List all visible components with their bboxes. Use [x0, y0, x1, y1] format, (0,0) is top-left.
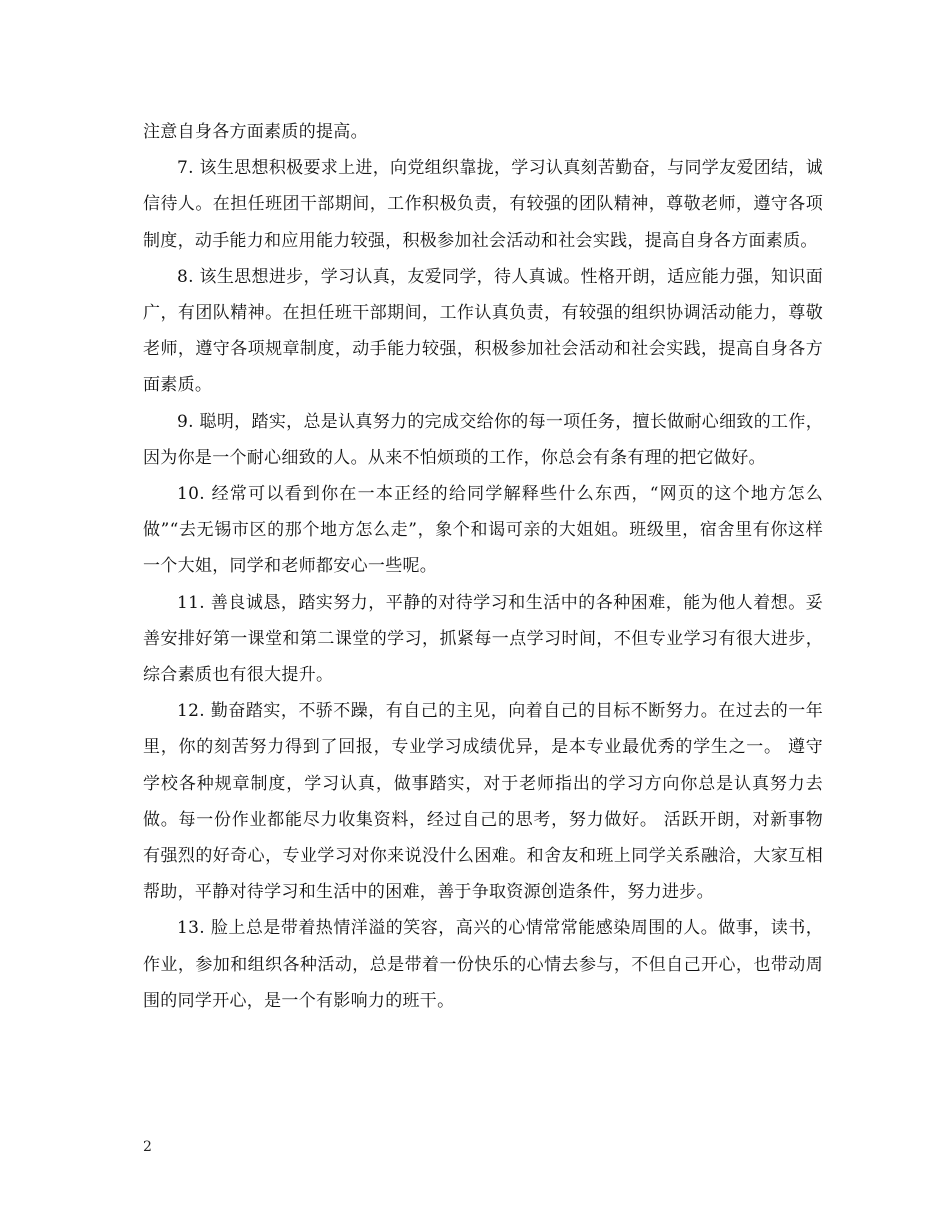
document-body	[143, 114, 823, 1019]
page-number: 2	[143, 1139, 152, 1155]
paragraph-item-8: 8. 该生思想进步，学习认真，友爱同学，待人真诚。性格开朗，适应能力强，知识面广，有团队精神。在担任班干部期间，工作认真负责，有较强的组织协调活动能力，尊敬老师，遵守各项规章制度，动手能力较强，积极参加社会活动和社会实践，提高自身各方面素质。	[143, 266, 823, 396]
paragraph-item-9: 9. 聪明，踏实，总是认真努力的完成交给你的每一项任务，擅长做耐心细致的工作，因为你是一个耐心细致的人。从来不怕烦琐的工作，你总会有条有理的把它做好。	[143, 411, 823, 468]
paragraph-item-12: 12. 勤奋踏实，不骄不躁，有自己的主见，向着自己的目标不断努力。在过去的一年里，你的刻苦努力得到了回报，专业学习成绩优异，是本专业最优秀的学生之一。 遵守学校各种规章制度，学习认真，做事踏实，对于老师指出的学习方向你总是认真努力去做。每一份作业都能尽力收集资料，经过自己的思考，努力做好。 活跃开朗，对新事物有强烈的好奇心，专业学习对你来说没什么困难。和舍友和班上同学关系融洽，大家互相帮助，平静对待学习和生活中的困难，善于争取资源创造条件，努力进步。	[143, 701, 823, 903]
paragraph-continuation: 注意自身各方面素质的提高。	[143, 122, 368, 142]
paragraph-item-7: 7. 该生思想积极要求上进，向党组织靠拢，学习认真刻苦勤奋，与同学友爱团结，诚信待人。在担任班团干部期间，工作积极负责，有较强的团队精神，尊敬老师，遵守各项制度，动手能力和应用能力较强，积极参加社会活动和社会实践，提高自身各方面素质。	[143, 158, 823, 251]
paragraph-item-13: 13. 脸上总是带着热情洋溢的笑容，高兴的心情常常能感染周围的人。做事，读书，作业，参加和组织各种活动，总是带着一份快乐的心情去参与，不但自己开心，也带动周围的同学开心，是一个有影响力的班干。	[143, 918, 823, 1011]
paragraph-item-11: 11. 善良诚恳，踏实努力，平静的对待学习和生活中的各种困难，能为他人着想。妥善安排好第一课堂和第二课堂的学习，抓紧每一点学习时间，不但专业学习有很大进步，综合素质也有很大提升。	[143, 592, 823, 686]
paragraph-item-10: 10. 经常可以看到你在一本正经的给同学解释些什么东西，“网页的这个地方怎么做”“去无锡市区的那个地方怎么走”，象个和谒可亲的大姐姐。班级里，宿舍里有你这样一个大姐，同学和老师都安心一些呢。	[143, 484, 823, 577]
